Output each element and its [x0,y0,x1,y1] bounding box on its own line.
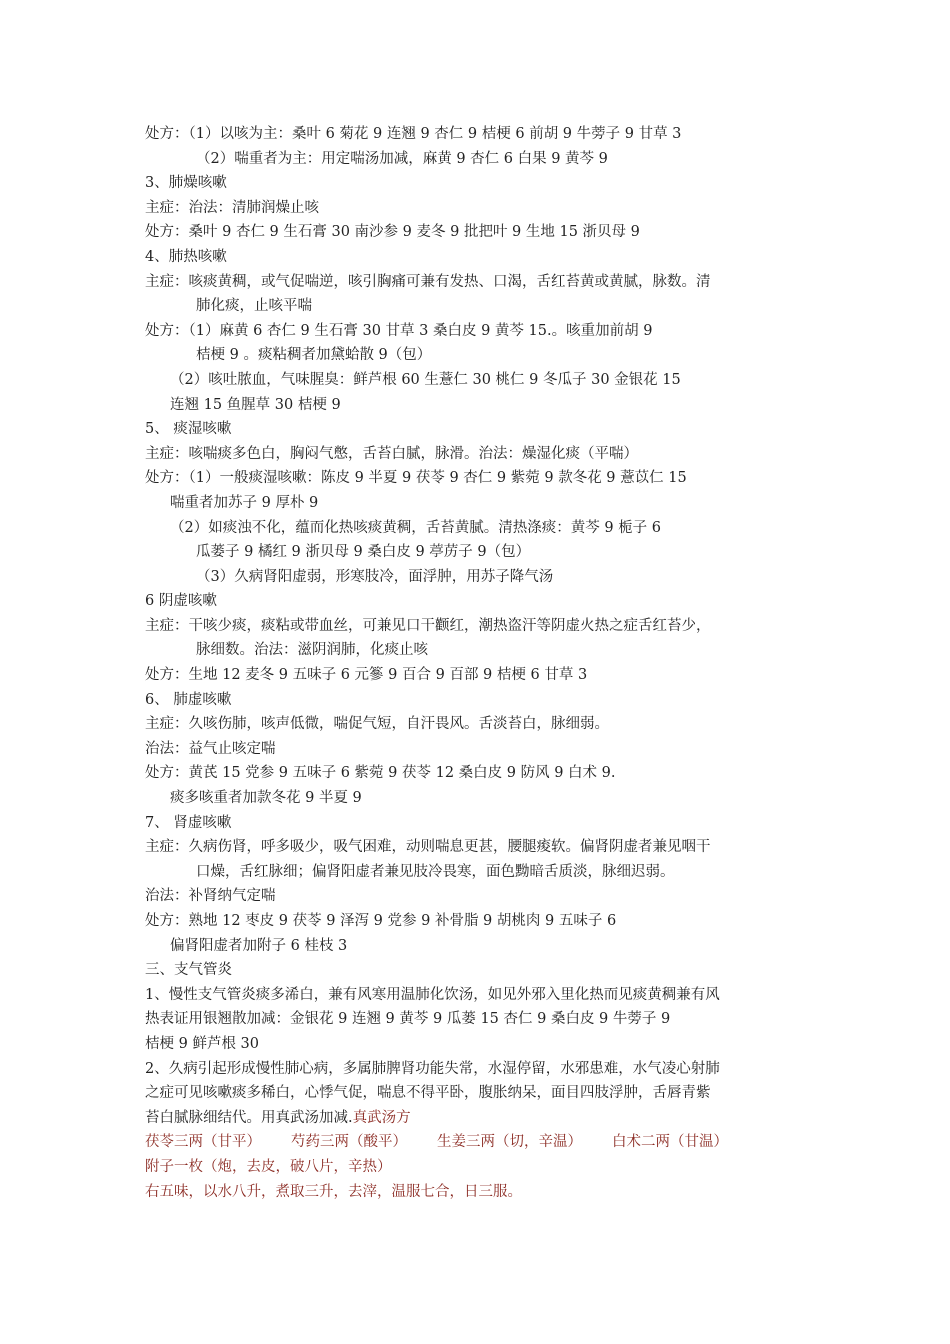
zhenwu-herbs [145,1130,825,1155]
text-line: 2、久病引起形成慢性肺心病，多属肺脾肾功能失常，水湿停留，水邪患难，水气凌心射肺 [145,1060,720,1077]
text-line: （2）喘重者为主：用定喘汤加减，麻黄 9 杏仁 6 白果 9 黄芩 9 [196,150,608,167]
text-line: 偏肾阳虚者加附子 6 桂枝 3 [170,937,348,954]
text-line: 主症：干咳少痰，痰粘或带血丝，可兼见口干颧红，潮热盗汗等阴虚火热之症舌红苔少， [145,617,711,634]
text-line: 脉细数。治法：滋阴润肺，化痰止咳 [196,642,428,659]
text-line: （2）如痰浊不化，蕴而化热咳痰黄稠，舌苔黄腻。清热涤痰：黄芩 9 栀子 6 [170,519,662,536]
text-line: 治法：益气止咳定喘 [145,740,276,757]
text-line: 处方：生地 12 麦冬 9 五味子 6 元篸 9 百合 9 百部 9 桔梗 6 甘草 3 [145,667,588,684]
section-heading: 4、肺热咳嗽 [145,248,227,265]
text-line: 主症：久病伤肾，呼多吸少，吸气困难，动则喘息更甚，腰腿痠软。偏肾阴虚者兼见咽干 [145,839,711,856]
section-heading: 三、支气管炎 [145,962,232,979]
document-page [145,122,825,1204]
text-line: 处方：熟地 12 枣皮 9 茯苓 9 泽泻 9 党参 9 补骨脂 9 胡桃肉 9 五味子 6 [145,913,617,929]
herb-item: 茯苓三两（甘平） [145,1134,261,1151]
text-line: 处方：黄芪 15 党参 9 五味子 6 紫菀 9 茯苓 12 桑白皮 9 防风 9 白术 9. [145,765,616,782]
section-heading: 6、 肺虚咳嗽 [145,691,232,708]
text-line: （2）咳吐脓血，气味腥臭：鲜芦根 60 生薏仁 30 桃仁 9 冬瓜子 30 金银花 15 [170,371,681,388]
text-line: 肺化痰，止咳平喘 [196,298,312,315]
text-line: 主症：治法：清肺润燥止咳 [145,199,319,216]
zhenwu-title: 真武汤方 [352,1109,411,1126]
text-line: 主症：咳喘痰多色白，胸闷气憋，舌苔白腻，脉滑。治法：燥湿化痰（平喘） [145,445,638,462]
herb-item: 芍药三两（酸平） [291,1134,407,1151]
text-line: 瓜蒌子 9 橘红 9 浙贝母 9 桑白皮 9 葶苈子 9（包） [196,544,531,561]
text-line: 处方：（1）一般痰湿咳嗽：陈皮 9 半夏 9 茯苓 9 杏仁 9 紫菀 9 款冬花 9 薏苡仁 15 [145,470,687,487]
text-line: 治法：补肾纳气定喘 [145,888,276,905]
text-line: 桔梗 9 。痰粘稠者加黛蛤散 9（包） [196,347,432,364]
text-line: 之症可见咳嗽痰多稀白，心悸气促，喘息不得平卧，腹胀纳呆，面目四肢浮肿，舌唇青紫 [145,1085,711,1102]
text-line: 1、慢性支气管炎痰多浠白，兼有风寒用温肺化饮汤，如见外邪入里化热而见痰黄稠兼有风 [145,986,720,1003]
text-line: （3）久病肾阳虚弱，形寒肢冷，面浮肿，用苏子降气汤 [196,568,554,585]
zhenwu-method: 右五味，以水八升，煮取三升，去滓，温服七合，日三服。 [145,1183,522,1200]
text-line: 处方：（1）麻黄 6 杏仁 9 生石膏 30 甘草 3 桑白皮 9 黄芩 15.。咳重加前胡 9 [145,322,653,339]
section-heading: 5、 痰湿咳嗽 [145,421,232,438]
text-line [145,1106,825,1131]
herb-item: 白术二两（甘温） [612,1134,728,1151]
herb-item: 附子一枚（炮，去皮，破八片，辛热） [145,1158,392,1175]
section-heading: 7、 肾虚咳嗽 [145,814,232,831]
text-line: 桔梗 9 鲜芦根 30 [145,1035,260,1052]
text-line: 主症：久咳伤肺，咳声低微，喘促气短，自汗畏风。舌淡苔白，脉细弱。 [145,716,609,733]
text-span: 苔白腻脉细结代。用真武汤加减. [145,1109,353,1126]
text-line: 主症：咳痰黄稠，或气促喘逆，咳引胸痛可兼有发热、口渴，舌红苔黄或黄腻，脉数。清 [145,273,711,290]
text-line: 连翘 15 鱼腥草 30 桔梗 9 [170,396,341,413]
text-line: 处方：（1）以咳为主：桑叶 6 菊花 9 连翘 9 杏仁 9 桔梗 6 前胡 9 牛蒡子 9 甘草 3 [145,126,682,142]
text-line: 处方：桑叶 9 杏仁 9 生石膏 30 南沙参 9 麦冬 9 批把叶 9 生地 15 浙贝母 9 [145,224,640,241]
herb-item: 生姜三两（切，辛温） [437,1134,582,1151]
text-line: 口燥，舌红脉细；偏肾阳虚者兼见肢冷畏寒，面色黝暗舌质淡，脉细迟弱。 [196,863,675,880]
section-heading: 3、肺燥咳嗽 [145,175,227,192]
text-line: 热表证用银翘散加减：金银花 9 连翘 9 黄芩 9 瓜蒌 15 杏仁 9 桑白皮 9 牛蒡子 9 [145,1011,671,1028]
text-line: 喘重者加苏子 9 厚朴 9 [170,494,319,511]
section-heading: 6 阴虚咳嗽 [145,593,217,610]
text-line: 痰多咳重者加款冬花 9 半夏 9 [170,790,362,807]
